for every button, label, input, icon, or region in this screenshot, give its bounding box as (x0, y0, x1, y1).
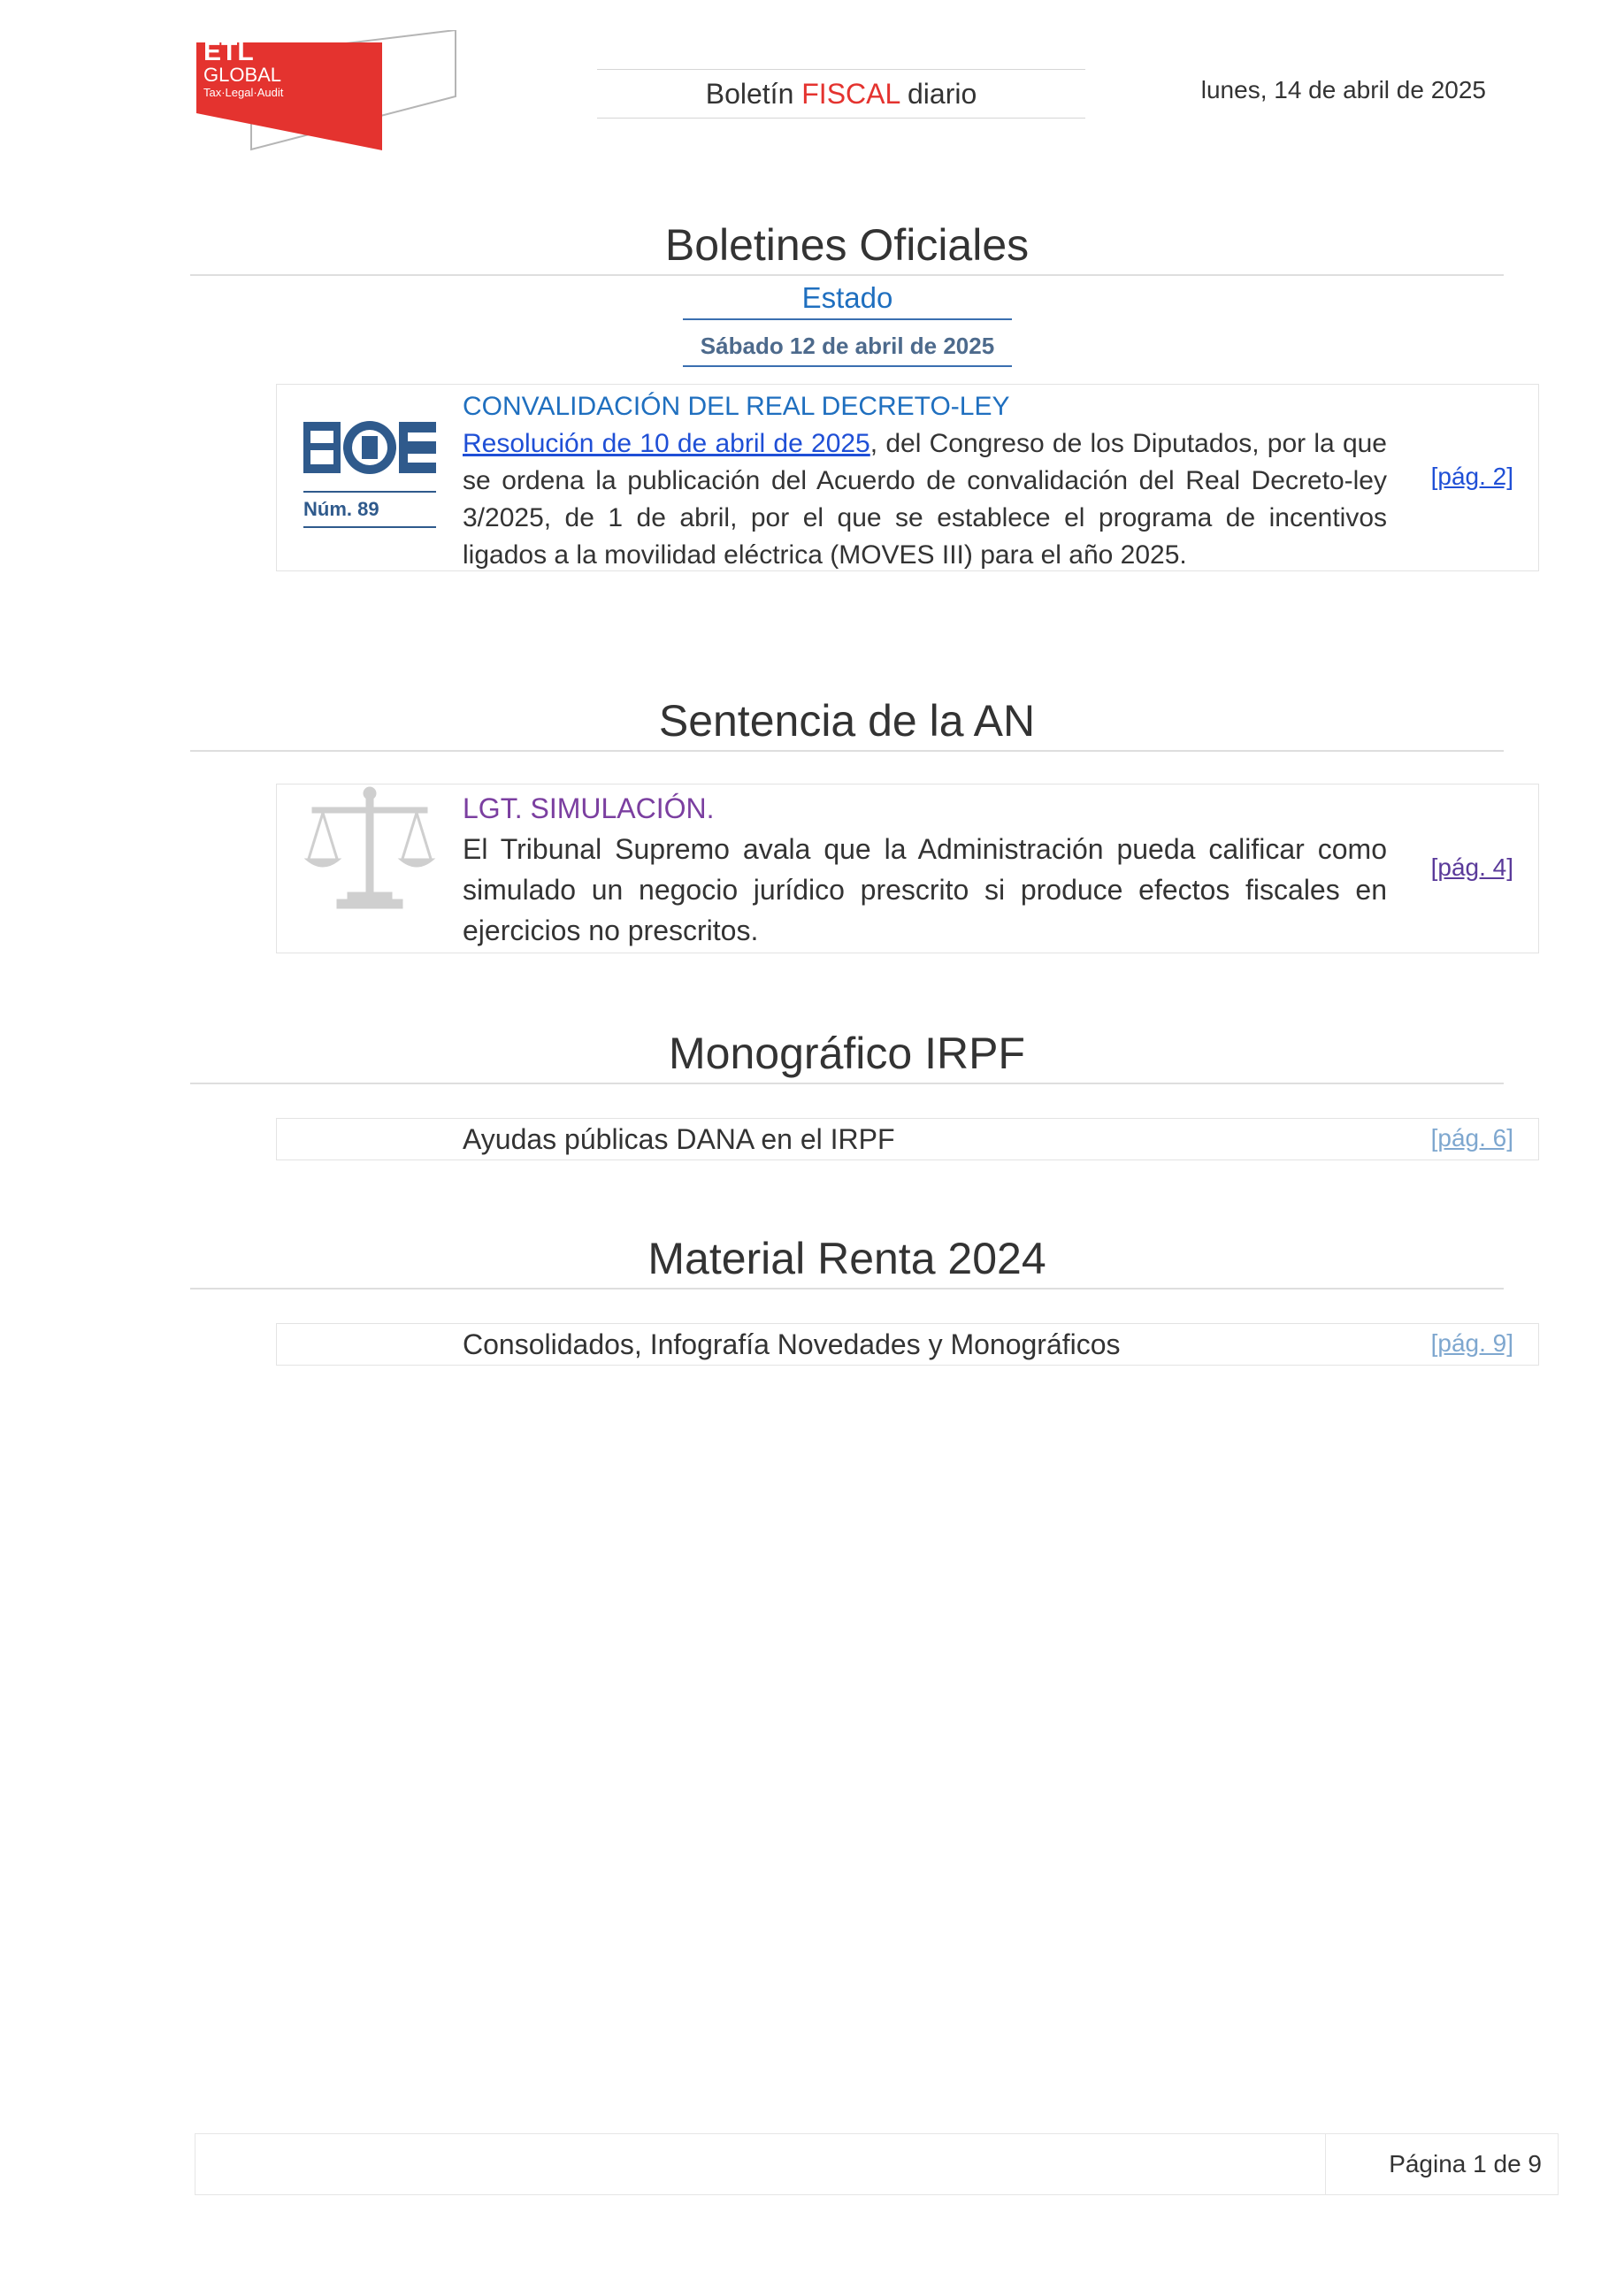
logo-line2: GLOBAL (203, 64, 282, 86)
section-title-material: Material Renta 2024 (190, 1233, 1504, 1290)
footer-divider (1325, 2134, 1326, 2194)
material-card (276, 1323, 1539, 1366)
material-entry-text: Consolidados, Infografía Novedades y Monográficos (463, 1328, 1121, 1360)
page-footer (195, 2133, 1559, 2195)
boe-logo-icon (303, 418, 436, 477)
scales-of-justice-icon (303, 784, 436, 915)
material-page-link[interactable]: [pág. 9] (1430, 1329, 1513, 1357)
logo-line1: ETL (203, 37, 254, 66)
boletin-date-label: Sábado 12 de abril de 2025 (683, 333, 1012, 367)
bulletin-title: Boletín FISCAL diario (597, 69, 1085, 119)
boe-number-badge: Núm. 89 (303, 491, 436, 528)
resolucion-link[interactable]: Resolución de 10 de abril de 2025 (463, 429, 870, 458)
sentencia-entry-text (463, 788, 1387, 951)
estado-label: Estado (683, 281, 1012, 320)
boe-entry-heading: CONVALIDACIÓN DEL REAL DECRETO-LEY (463, 392, 1010, 421)
boe-entry-text (463, 388, 1387, 574)
monografico-page-link[interactable]: [pág. 6] (1430, 1124, 1513, 1152)
header-date: lunes, 14 de abril de 2025 (1200, 76, 1486, 103)
logo-line3: Tax·Legal·Audit (203, 86, 284, 99)
boe-entry-body: , del Congreso de los Diputados, por la que se ordena la publicación del Acuerdo de convalidación del Real Decreto-ley 3/2025, de 1 de abril, por el que se establece el programa de incentivos ligados a la movilidad eléctrica (MOVES III) para el año 2025. (463, 429, 1387, 570)
etl-global-logo (196, 30, 462, 154)
boe-page-link[interactable]: [pág. 2] (1430, 463, 1513, 490)
section-title-boletines: Boletines Oficiales (190, 219, 1504, 276)
sentencia-entry-heading: LGT. SIMULACIÓN. (463, 792, 715, 824)
boe-card (276, 384, 1539, 571)
section-title-monografico: Monográfico IRPF (190, 1028, 1504, 1084)
monografico-entry-text: Ayudas públicas DANA en el IRPF (463, 1123, 895, 1155)
page-number: Página 1 de 9 (1389, 2150, 1542, 2177)
section-title-sentencia: Sentencia de la AN (190, 695, 1504, 752)
sentencia-card (276, 784, 1539, 953)
monografico-card (276, 1118, 1539, 1160)
sentencia-entry-body: El Tribunal Supremo avala que la Administración pueda calificar como simulado un negocio jurídico prescrito si produce efectos fiscales en ejercicios no prescritos. (463, 833, 1387, 946)
sentencia-page-link[interactable]: [pág. 4] (1430, 853, 1513, 881)
